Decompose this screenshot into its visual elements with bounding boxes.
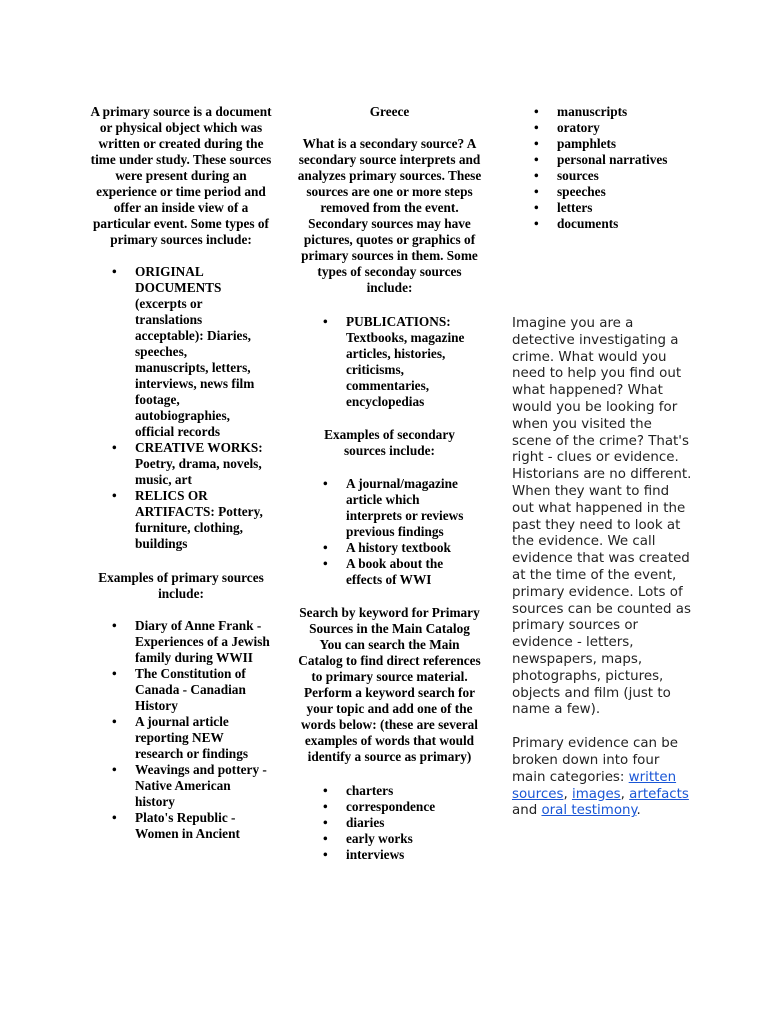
search-instructions: You can search the Main Catalog to find direct references to primary source material. Perform a keyword search for your topic and add one of the words below: (these are several examples of words that would identify a source as primary) xyxy=(298,637,481,764)
primary-keywords-list-continued xyxy=(557,104,692,232)
primary-keywords-list xyxy=(346,783,476,863)
list-item: • personal narratives xyxy=(557,152,692,168)
categories-prefix: Primary evidence can be broken down into four main categories: xyxy=(512,736,679,785)
primary-examples-list xyxy=(135,618,272,842)
link-written-sources[interactable]: written sources xyxy=(512,769,677,802)
link-oral-testimony[interactable]: oral testimony xyxy=(541,803,637,819)
list-item: • interviews xyxy=(346,847,476,863)
link-artefacts[interactable]: artefacts xyxy=(629,786,689,802)
end-punctuation: . xyxy=(636,803,641,819)
separator: , xyxy=(620,786,630,802)
list-item: • sources xyxy=(557,168,692,184)
link-images[interactable]: images xyxy=(571,786,621,802)
list-item: • PUBLICATIONS: Textbooks, magazine articles, histories, criticisms, commentaries, encyclopedias xyxy=(346,314,478,410)
secondary-source-definition: What is a secondary source? A secondary source interprets and analyzes primary sources. These sources are one or more steps removed from the event. Secondary sources may have pictures, quotes or graphics of primary sources in them. Some types of seconday sources include: xyxy=(297,136,482,295)
list-item: • A journal/magazine article which interprets or reviews previous findings xyxy=(346,476,476,540)
list-item: • letters xyxy=(557,200,692,216)
column-secondary-sources xyxy=(296,104,483,863)
list-item: • A book about the effects of WWI xyxy=(346,556,476,588)
list-item: • A history textbook xyxy=(346,540,476,556)
column-evidence xyxy=(512,104,692,820)
list-item: • A journal article reporting NEW research or findings xyxy=(135,714,272,762)
list-item: • CREATIVE WORKS: Poetry, drama, novels, music, art xyxy=(135,440,263,488)
list-item: • ORIGINAL DOCUMENTS (excerpts or translations acceptable): Diaries, speeches, manuscripts, letters, interviews, news film footage, autobiographies, official records xyxy=(135,264,263,440)
separator: and xyxy=(512,803,542,819)
secondary-types-list xyxy=(346,314,478,410)
separator: , xyxy=(563,786,572,802)
list-item: • diaries xyxy=(346,815,476,831)
primary-source-intro: A primary source is a document or physical object which was written or created during the time under study. These sources were present during an experience or time period and offer an inside view of a particular event. Some types of primary sources include: xyxy=(90,104,272,247)
primary-source-types-list xyxy=(135,264,263,552)
list-item: • Diary of Anne Frank - Experiences of a Jewish family during WWII xyxy=(135,618,272,666)
list-item: • Plato's Republic - Women in Ancient xyxy=(135,810,272,842)
search-heading: Search by keyword for Primary Sources in the Main Catalog xyxy=(299,605,480,636)
list-item: • RELICS OR ARTIFACTS: Pottery, furniture, clothing, buildings xyxy=(135,488,263,552)
list-item: • oratory xyxy=(557,120,692,136)
list-item: • correspondence xyxy=(346,799,476,815)
list-item: • early works xyxy=(346,831,476,847)
list-item: • speeches xyxy=(557,184,692,200)
secondary-examples-list xyxy=(346,476,476,588)
categories-paragraph xyxy=(512,736,692,820)
continued-text: Greece xyxy=(369,104,410,119)
list-item: • manuscripts xyxy=(557,104,692,120)
list-item: • pamphlets xyxy=(557,136,692,152)
list-item: • Weavings and pottery - Native American history xyxy=(135,762,272,810)
secondary-examples-heading: Examples of secondary sources include: xyxy=(324,427,455,458)
list-item: • charters xyxy=(346,783,476,799)
detective-paragraph: Imagine you are a detective investigating a crime. What would you need to help you find out what happened? What would you be looking for when you visited the scene of the crime? That's right - clues or evidence. Historians are no different. When they want to find out what happened in the past they need to look at the evidence. We call evidence that was created at the time of the event, primary evidence. Lots of sources can be counted as primary sources or evidence - letters, newspapers, maps, photographs, pictures, objects and film (just to name a few). xyxy=(512,316,692,718)
list-item: • documents xyxy=(557,216,692,232)
column-primary-sources xyxy=(90,104,272,842)
list-item: • The Constitution of Canada - Canadian History xyxy=(135,666,272,714)
primary-examples-heading: Examples of primary sources include: xyxy=(98,570,264,601)
